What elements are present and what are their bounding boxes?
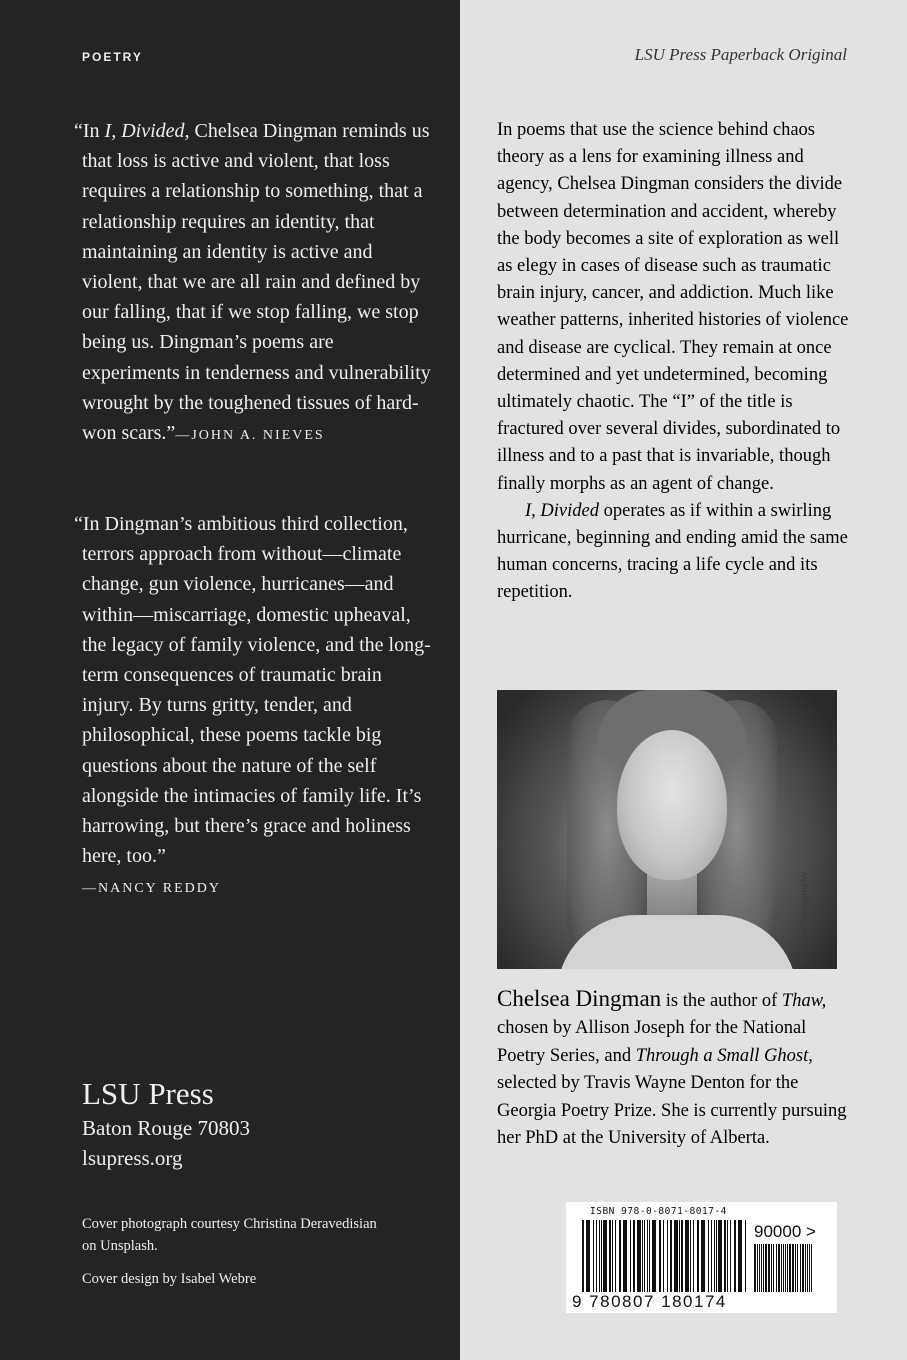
barcode-bar — [652, 1220, 656, 1292]
description-paragraph-2: I, Divided operates as if within a swirling hurricane, beginning and ending amid the same human concerns, tracing a life cycle and its repetition. — [497, 500, 848, 603]
ean-barcode-bars — [582, 1220, 746, 1292]
barcode-bar — [697, 1220, 699, 1292]
barcode-bar — [599, 1220, 600, 1292]
barcode-bar — [757, 1244, 758, 1292]
author-bio: Chelsea Dingman is the author of Thaw, chosen by Allison Joseph for the National Poetry Series, and Through a Small Ghost, selected by Travis Wayne Denton for the Georgia Poetry Prize. She is currently pursuing her PhD at the University of Alberta. — [497, 986, 847, 1149]
addon-barcode-bars — [754, 1244, 814, 1292]
barcode-bar — [811, 1244, 812, 1292]
barcode-bar — [685, 1220, 689, 1292]
barcode-bar — [765, 1244, 767, 1292]
barcode-bar — [768, 1244, 770, 1292]
barcode-bar — [785, 1244, 786, 1292]
barcode-bar — [738, 1220, 742, 1292]
barcode-bar — [615, 1220, 616, 1292]
barcode-bar — [674, 1220, 678, 1292]
barcode-bar — [778, 1244, 780, 1292]
barcode-bar — [773, 1244, 774, 1292]
isbn-barcode — [566, 1202, 837, 1313]
publisher-name: LSU Press — [82, 1076, 214, 1111]
cover-photo-credit: Cover photograph courtesy Christina Deravedisian on Unsplash. — [82, 1216, 377, 1254]
barcode-bar — [637, 1220, 641, 1292]
barcode-bar — [789, 1244, 791, 1292]
barcode-bar — [734, 1220, 736, 1292]
barcode-bar — [659, 1220, 661, 1292]
publisher-url: lsupress.org — [82, 1146, 183, 1170]
barcode-bar — [711, 1220, 712, 1292]
barcode-bar — [716, 1220, 717, 1292]
barcode-bar — [809, 1244, 810, 1292]
barcode-bar — [642, 1220, 643, 1292]
edition-label: LSU Press Paperback Original — [634, 45, 847, 64]
blurb-nieves-text: “In I, Divided, Chelsea Dingman reminds us that loss is active and violent, that loss requires a relationship to something, that a relationship requires an identity, that maintaining an identity is active and violent, that we are all rain and defined by our falling, that if we stop falling, we stop being us. Dingman’s poems are experiments in tenderness and vulnerability wrought by the toughened tissues of hard-won scars.”—JOHN A. NIEVES — [74, 120, 431, 445]
author-name: Chelsea Dingman — [497, 986, 662, 1011]
barcode-bar — [763, 1244, 764, 1292]
blurb-reddy-text: “In Dingman’s ambitious third collection, terrors approach from without—climate change, gun violence, hurricanes—and within—miscarriage, domestic upheaval, the legacy of family violence, and the long-term consequences of traumatic brain injury. By turns gritty, tender, and philosophical, these poems tackle big questions about the nature of the self alongside the intimacies of family life. It’s harrowing, but there’s grace and holiness here, too.” —NANCY REDDY — [74, 513, 431, 897]
barcode-bar — [797, 1244, 798, 1292]
barcode-bar — [630, 1220, 631, 1292]
barcode-bar — [582, 1220, 584, 1292]
barcode-bar — [761, 1244, 762, 1292]
barcode-bar — [745, 1220, 746, 1292]
barcode-bar — [795, 1244, 796, 1292]
barcode-bar — [619, 1220, 621, 1292]
barcode-bar — [701, 1220, 705, 1292]
barcode-bar — [771, 1244, 772, 1292]
barcode-bar — [586, 1220, 590, 1292]
barcode-bar — [667, 1220, 668, 1292]
blurb-nieves — [74, 116, 434, 451]
barcode-bar — [759, 1244, 760, 1292]
barcode-bar — [644, 1220, 645, 1292]
barcode-bar — [679, 1220, 680, 1292]
barcode-bar — [792, 1244, 794, 1292]
barcode-bar — [681, 1220, 683, 1292]
barcode-bar — [623, 1220, 627, 1292]
book-title: I, Divided, — [104, 120, 190, 142]
price-code: 90000 > — [754, 1222, 816, 1241]
blurb-reddy-attribution: —NANCY REDDY — [82, 881, 221, 897]
barcode-bar — [690, 1220, 691, 1292]
blurb-reddy — [74, 509, 434, 905]
barcode-bar — [802, 1244, 804, 1292]
barcode-bar — [663, 1220, 664, 1292]
barcode-bar — [670, 1220, 672, 1292]
barcode-bar — [724, 1220, 726, 1292]
barcode-bar — [754, 1244, 756, 1292]
barcode-bar — [596, 1220, 597, 1292]
book-title-thaw: Thaw, — [781, 991, 827, 1011]
cover-design-credit: Cover design by Isabel Webre — [82, 1271, 257, 1287]
barcode-bar — [727, 1220, 728, 1292]
barcode-bar — [593, 1220, 594, 1292]
barcode-bar — [718, 1220, 722, 1292]
barcode-bar — [714, 1220, 715, 1292]
barcode-bar — [609, 1220, 611, 1292]
barcode-bar — [693, 1220, 694, 1292]
barcode-bar — [601, 1220, 602, 1292]
barcode-bar — [647, 1220, 648, 1292]
barcode-bar — [800, 1244, 801, 1292]
barcode-bar — [776, 1244, 777, 1292]
barcode-bar — [708, 1220, 709, 1292]
publisher-city: Baton Rouge 70803 — [82, 1116, 250, 1140]
category-label: POETRY — [82, 50, 143, 64]
barcode-bar — [781, 1244, 782, 1292]
barcode-bar — [612, 1220, 613, 1292]
barcode-bar — [807, 1244, 808, 1292]
barcode-bar — [730, 1220, 731, 1292]
description-paragraph-1: In poems that use the science behind chaos theory as a lens for examining illness and agency, Chelsea Dingman considers the divide between determination and accident, whereby the body becomes a site of exploration as well as elegy in cases of disease such as traumatic brain injury, cancer, and addiction. Much like weather patterns, inherited histories of violence and disease are cyclical. They remain at once determined and yet undetermined, becoming ultimately chaotic. The “I” of the title is fractured over several divides, subordinated to illness and to a past that is invariable, though finally morphs as an agent of change. — [497, 120, 849, 494]
barcode-bar — [805, 1244, 806, 1292]
barcode-bar — [787, 1244, 788, 1292]
barcode-bar — [603, 1220, 607, 1292]
book-title-ghost: Through a Small Ghost — [635, 1045, 809, 1066]
barcode-bar — [783, 1244, 784, 1292]
barcode-bar — [649, 1220, 650, 1292]
author-face — [617, 730, 727, 880]
isbn-number: ISBN 978-0-8071-8017-4 — [590, 1206, 727, 1217]
photo-credit: Agostini Photography — [799, 871, 810, 962]
book-description — [497, 117, 857, 607]
ean-digits: 9 780807 180174 — [572, 1292, 727, 1311]
book-title: I, Divided — [525, 500, 599, 521]
barcode-bar — [633, 1220, 635, 1292]
blurb-nieves-attribution: —JOHN A. NIEVES — [175, 428, 325, 444]
author-photo — [497, 690, 837, 969]
